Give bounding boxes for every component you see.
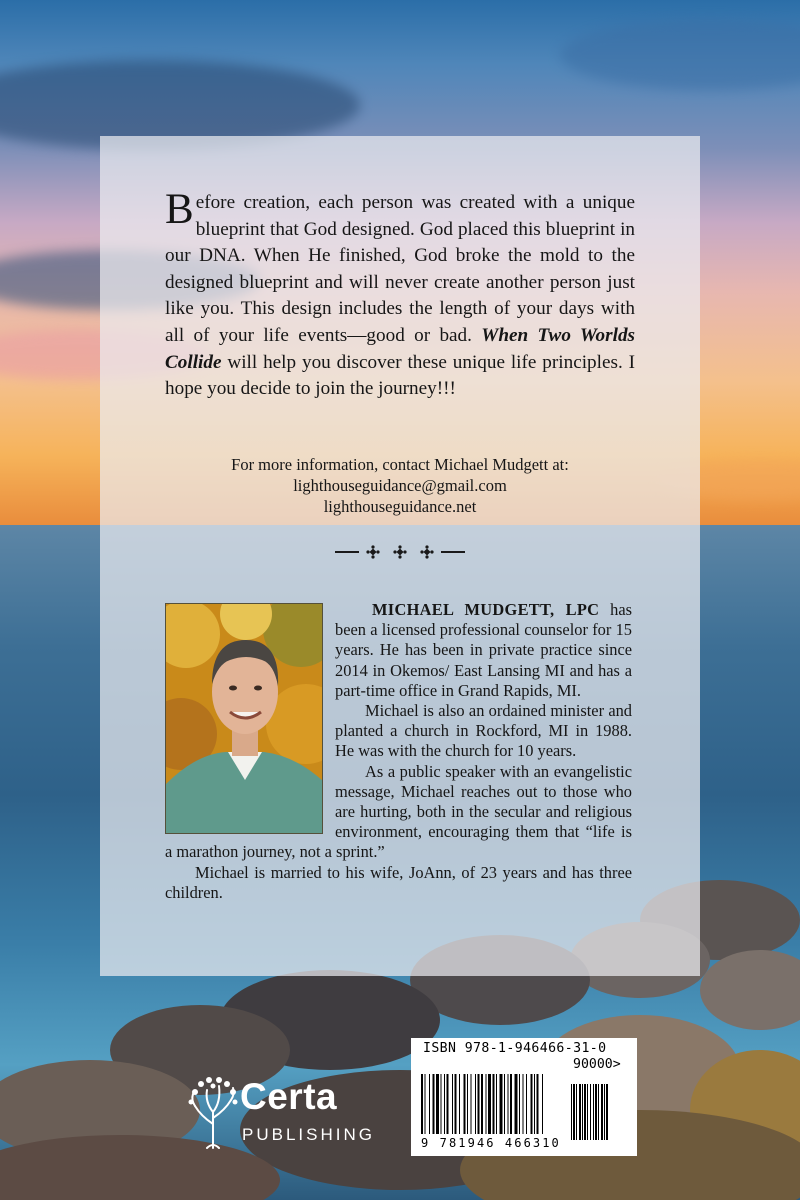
contact-intro: For more information, contact Michael Mudgett at: — [231, 455, 569, 474]
author-name: MICHAEL MUDGETT, LPC — [372, 600, 600, 619]
contact-email: lighthouseguidance@gmail.com — [293, 476, 507, 495]
photo-spacer — [165, 600, 335, 838]
back-cover-blurb — [165, 186, 636, 403]
publisher-name: Certa — [240, 1076, 338, 1117]
book-title: When Two Worlds Collide — [165, 324, 636, 373]
ornament-divider — [333, 541, 467, 563]
publisher-logo — [187, 1072, 375, 1156]
contact-website: lighthouseguidance.net — [323, 497, 477, 516]
contact-info — [165, 454, 635, 517]
barcode-digits: 9 781946 466310 — [421, 1136, 561, 1150]
isbn-barcode — [411, 1038, 637, 1156]
barcode-bars — [419, 1074, 633, 1140]
isbn-number: ISBN 978-1-946466-31-0 — [423, 1041, 607, 1056]
bio-paragraph-2: Michael is also an ordained minister and planted a church in Rockford, MI in 1988. He was with the church for 10 years. — [335, 701, 632, 761]
drop-cap: B — [165, 186, 194, 233]
bio-text-1: has been a licensed professional counselor for 15 years. He has been in private practice since 2014 in Okemos/ East Lansing MI and has a part-time office in Grand Rapids, MI. — [335, 600, 632, 700]
bio-paragraph-4: Michael is married to his wife, JoAnn, of 23 years and has three children. — [165, 862, 632, 902]
blurb-text-end: will help you discover these unique life principles. I hope you decide to join the journey!!! — [165, 351, 635, 400]
author-bio — [165, 600, 632, 903]
price-addon: 90000> — [573, 1057, 621, 1072]
tree-icon — [187, 1072, 239, 1152]
publisher-tagline: PUBLISHING — [242, 1125, 375, 1144]
blurb-text-start: efore creation, each person was created with a unique blueprint that God designed. God placed this blueprint in our DNA. When He finished, God broke the mold to the designed blueprint and will never create another person just like you. This design includes the length of your days with all of your life events—good or bad. — [165, 192, 635, 346]
bio-paragraph-3: As a public speaker with an evangelistic message, Michael reaches out to those who are hurting, both in the secular and religious environment, encouraging them that “life is a marathon journey, not a sprint.” — [165, 761, 632, 862]
